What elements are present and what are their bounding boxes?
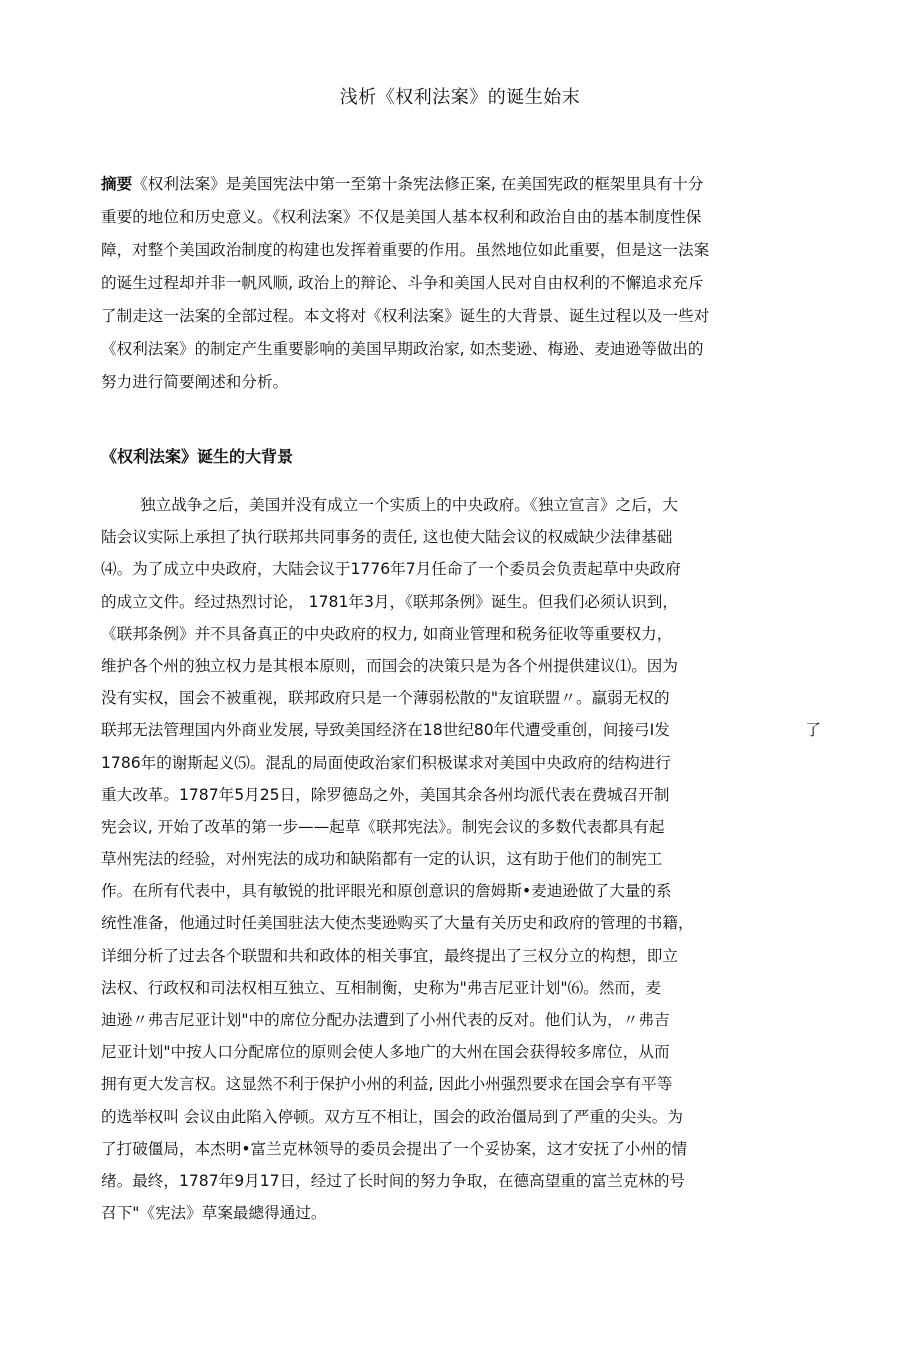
body-line: 统性准备，他通过时任美国驻法大使杰斐逊购买了大量有关历史和政府的管理的书籍， xyxy=(101,914,694,933)
body-line: 草州宪法的经验，对州宪法的成功和缺陷都有一定的认识，这有助于他们的制宪工 xyxy=(101,850,663,869)
body-line: 没有实权，国会不被重视，联邦政府只是一个薄弱松散的"友谊联盟〃。羸弱无权的 xyxy=(101,689,670,708)
body-line: ⑷。为了成立中央政府，大陆会议于1776年7月任命了一个委员会负责起草中央政府 xyxy=(101,560,681,579)
body-line: 的成立文件。经过热烈讨论， 1781年3月，《联邦条例》诞生。但我们必须认识到， xyxy=(101,592,678,611)
body-line: 的选举权叫 会议由此陷入停顿。双方互不相让，国会的政治僵局到了严重的尖头。为 xyxy=(101,1107,683,1126)
abstract-label: 摘要 xyxy=(101,175,133,193)
body-line: 维护各个州的独立权力是其根本原则，而国会的决策只是为各个州提供建议⑴。因为 xyxy=(101,656,678,675)
abstract-line: 重要的地位和历史意义。《权利法案》不仅是美国人基本权利和政治自由的基本制度性保 xyxy=(101,208,702,226)
body-line: 重大改革。1787年5月25日，除罗德岛之外，美国其余各州均派代表在费城召开制 xyxy=(101,785,670,804)
body-line-text: 联邦无法管理国内外商业发展, 导致美国经济在18世纪80年代遭受重创，间接弓I发 xyxy=(101,721,670,740)
abstract-line: 《权利法案》的制定产生重要影响的美国早期政治家, 如杰斐逊、梅逊、麦迪逊等做出的 xyxy=(101,340,704,358)
abstract-line xyxy=(101,172,821,205)
body-line: 宪会议, 开始了改革的第一步——起草《联邦宪法》。制宪会议的多数代表都具有起 xyxy=(101,817,665,836)
body-line: 法权、行政权和司法权相互独立、互相制衡，史称为"弗吉尼亚计划"⑹。然而，麦 xyxy=(101,978,662,997)
section-heading: 《权利法案》诞生的大背景 xyxy=(101,447,294,466)
document-title: 浅析《权利法案》的诞生始末 xyxy=(339,87,581,108)
body-line: 《联邦条例》并不具备真正的中央政府的权力, 如商业管理和税务征收等重要权力， xyxy=(101,624,673,643)
body-line: 绪。最终，1787年9月17日，经过了长时间的努力争取，在德高望重的富兰克林的号 xyxy=(101,1171,686,1190)
body-line xyxy=(101,718,821,750)
body-line: 1786年的谢斯起义⑸。混乱的局面使政治家们积极谋求对美国中央政府的结构进行 xyxy=(101,753,671,772)
body-line: 迪逊〃弗吉尼亚计划"中的席位分配办法遭到了小州代表的反对。他们认为，〃弗吉 xyxy=(101,1011,670,1029)
body-line: 作。在所有代表中，具有敏锐的批评眼光和原创意识的詹姆斯•麦迪逊做了大量的系 xyxy=(101,882,672,901)
body-line: 了打破僵局，本杰明•富兰克林领导的委员会提出了一个妥协案，这才安抚了小州的情 xyxy=(101,1139,688,1158)
body-text xyxy=(101,493,821,1233)
body-line: 召下"《宪法》草案最總得通过。 xyxy=(101,1204,327,1223)
body-line: 独立战争之后，美国并没有成立一个实质上的中央政府。《独立宣言》之后，大 xyxy=(140,496,678,514)
body-line: 详细分析了过去各个联盟和共和政体的相关事宜，最终提出了三权分立的构想，即立 xyxy=(101,946,678,965)
body-line-tail: 了 xyxy=(805,721,821,740)
abstract-line: 障，对整个美国政治制度的构建也发挥着重要的作用。虽然地位如此重要，但是这一法案 xyxy=(101,241,710,259)
body-line: 拥有更大发言权。这显然不利于保护小州的利益, 因此小州强烈要求在国会享有平等 xyxy=(101,1075,673,1094)
abstract-text: 《权利法案》是美国宪法中第一至第十条宪法修正案, 在美国宪政的框架里具有十分 xyxy=(132,175,704,193)
body-line: 陆会议实际上承担了执行联邦共同事务的责任, 这也使大陆会议的权威缺少法律基础 xyxy=(101,528,673,547)
abstract-line: 努力进行简要阐述和分析。 xyxy=(101,373,289,391)
abstract xyxy=(101,172,821,403)
body-line: 尼亚计划"中按人口分配席位的原则会使人多地广的大州在国会获得较多席位，从而 xyxy=(101,1043,670,1062)
abstract-line: 了制走这一法案的全部过程。本文将对《权利法案》诞生的大背景、诞生过程以及一些对 xyxy=(101,307,710,325)
abstract-line: 的诞生过程却并非一帆风顺, 政治上的辩论、斗争和美国人民对自由权利的不懈追求充斥 xyxy=(101,274,704,292)
